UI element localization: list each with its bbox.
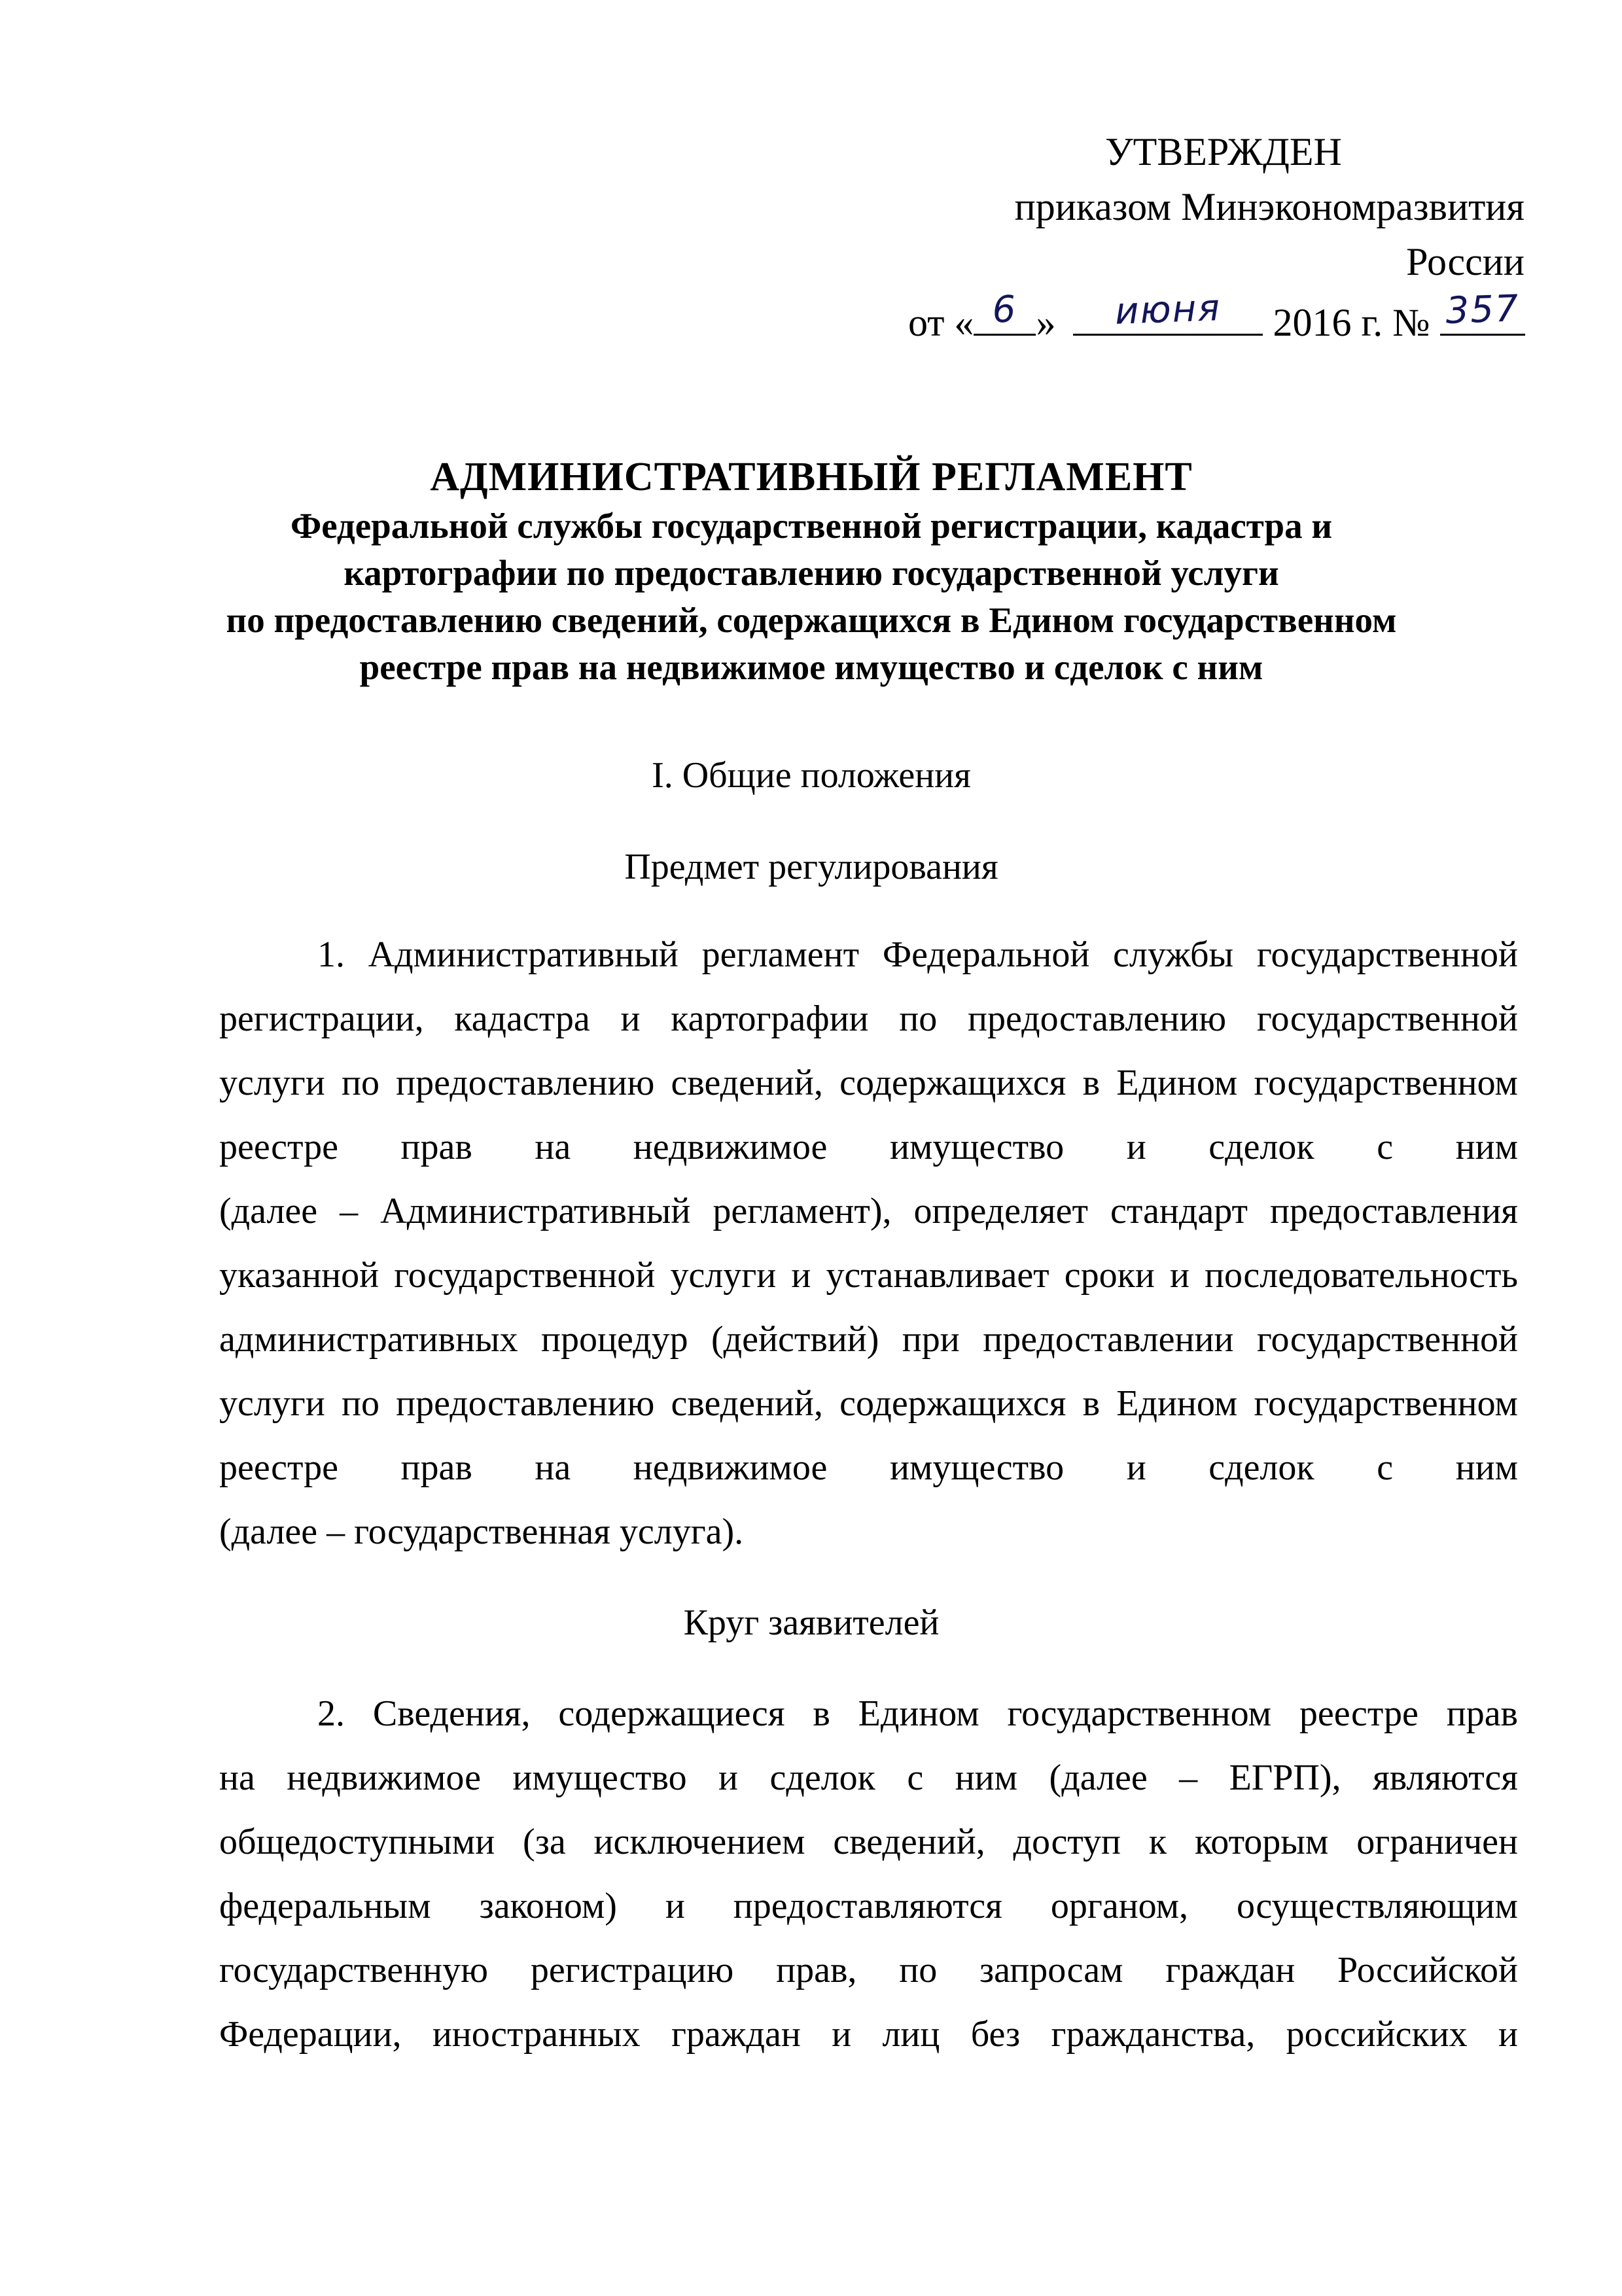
paragraph-line: реестре прав на недвижимое имущество и сделок с ним [219,1447,1518,1488]
paragraph-line: общедоступными (за исключением сведений, доступ к которым ограничен [219,1822,1518,1862]
paragraph-line: услуги по предоставлению сведений, содержащихся в Едином государственном [219,1383,1518,1424]
handwritten-day: 6 [991,288,1018,332]
document-title [196,451,1426,691]
number-field [1440,289,1525,336]
title-line: Федеральной службы государственной регистрации, кадастра и [290,506,1333,546]
paragraph-line: (далее – Административный регламент), определяет стандарт предоставления [219,1191,1518,1231]
paragraph-line: (далее – государственная услуга). [219,1511,744,1552]
paragraph-1 [219,923,1518,1564]
main-title: АДМИНИСТРАТИВНЫЙ РЕГЛАМЕНТ [430,455,1193,499]
paragraph-line: указанной государственной услуги и устанавливает сроки и последовательность [219,1255,1518,1296]
paragraph-line: Федерации, иностранных граждан и лиц без гражданства, российских и [219,2014,1518,2055]
date-mid: » [1036,301,1056,344]
paragraph-line: 1. Административный регламент Федеральной службы государственной [317,934,1518,975]
subsection-heading-applicants: Круг заявителей [683,1602,940,1643]
paragraph-line: реестре прав на недвижимое имущество и сделок с ним [219,1127,1518,1167]
paragraph-line: услуги по предоставлению сведений, содержащихся в Едином государственном [219,1063,1518,1103]
title-line: картографии по предоставлению государственной услуги [344,553,1279,593]
paragraph-2 [219,1682,1518,2066]
handwritten-month: июня [1114,287,1222,333]
day-field [974,289,1036,336]
paragraph-line: на недвижимое имущество и сделок с ним (далее – ЕГРП), являются [219,1757,1518,1798]
order-line: приказом Минэкономразвития России [1014,185,1525,283]
subsection-heading-subject: Предмет регулирования [624,847,998,887]
handwritten-number: 357 [1444,287,1521,332]
title-line: реестре прав на недвижимое имущество и сделок с ним [359,647,1263,687]
date-prefix: от « [908,301,974,344]
paragraph-line: 2. Сведения, содержащиеся в Едином государственном реестре прав [317,1693,1518,1734]
approval-stamp-block [896,124,1525,350]
month-field [1073,289,1263,336]
approved-label: УТВЕРЖДЕН [1105,130,1342,173]
paragraph-line: регистрации, кадастра и картографии по предоставлению государственной [219,998,1518,1039]
year-and-number-label: 2016 г. № [1273,301,1430,344]
paragraph-line: государственную регистрацию прав, по запросам граждан Российской [219,1950,1518,1990]
paragraph-line: федеральным законом) и предоставляются органом, осуществляющим [219,1886,1518,1926]
section-heading: I. Общие положения [652,755,971,796]
paragraph-line: административных процедур (действий) при предоставлении государственной [219,1319,1518,1360]
title-line: по предоставлению сведений, содержащихся в Едином государственном [226,600,1397,640]
order-date-line [896,289,1525,350]
